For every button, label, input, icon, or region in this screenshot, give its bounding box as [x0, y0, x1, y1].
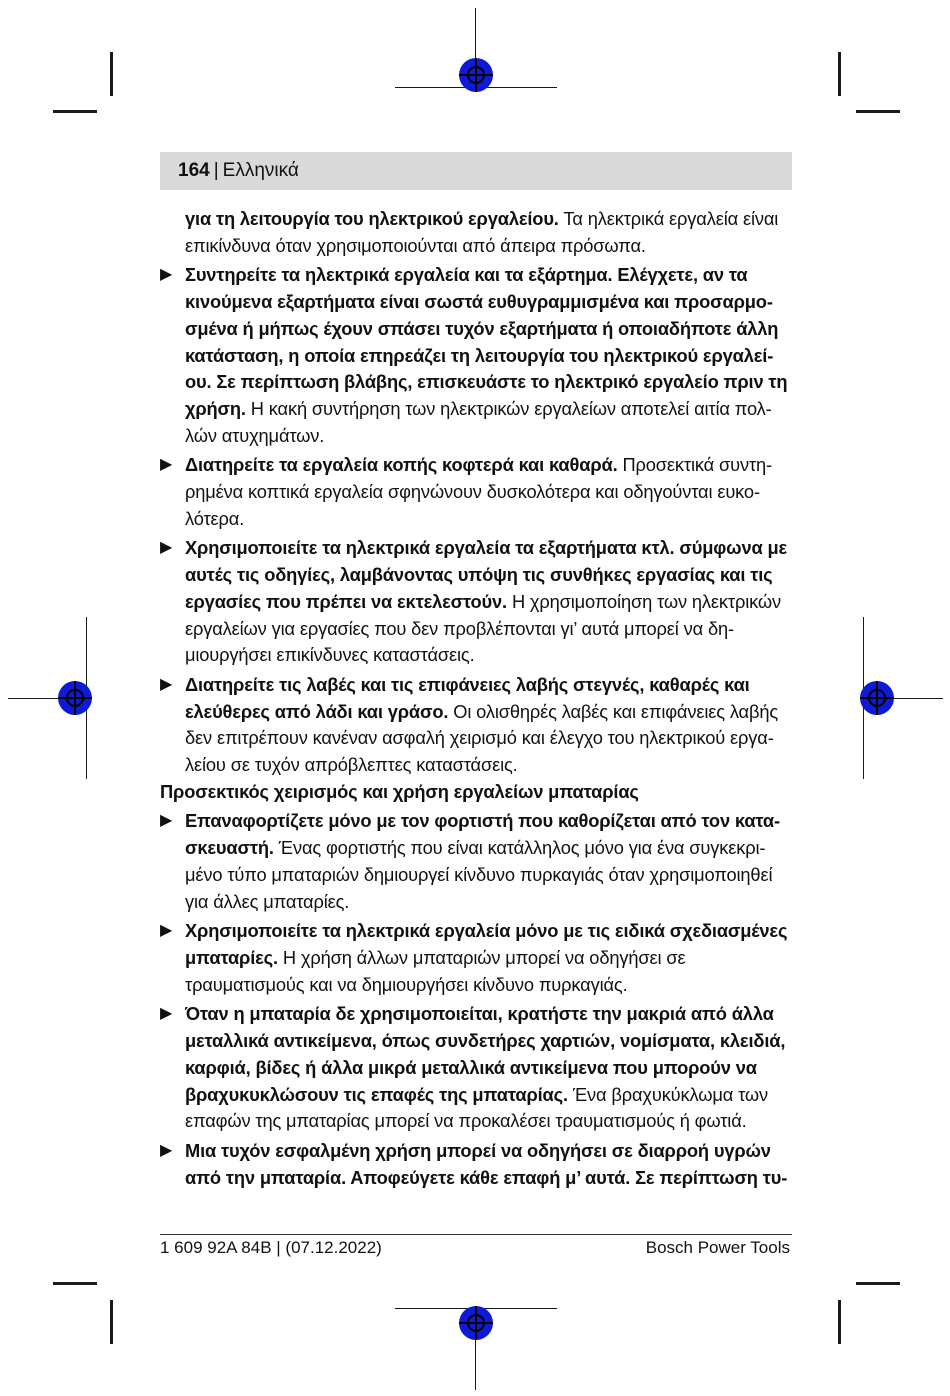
crop-mark — [838, 52, 841, 96]
crop-mark — [110, 52, 113, 96]
crop-mark — [838, 1300, 841, 1344]
item-bold: Χρησιμοποιείτε τα ηλεκτρικά εργαλεία τα εξαρτήματα κτλ. σύμφωνα με αυτές τις οδηγίες, λαμβάνοντας υπόψη τις συνθήκες εργασίας και τις εργασίες που πρέπει να εκτελεστούν. — [185, 537, 788, 612]
bullet-arrow-icon: ▶ — [160, 266, 173, 284]
bullet-arrow-icon: ▶ — [160, 922, 173, 940]
item-text: Προσεκτικά συντηρημένα κοπτικά εργαλεία σφηνώνουν δυσκολότερα και οδηγούνται ευκολότερα. — [185, 454, 773, 529]
document-id: 1 609 92A 84B | (07.12.2022) — [160, 1238, 382, 1257]
crop-mark — [856, 110, 900, 113]
item-text: Ένα βραχυκύκλωμα των επαφών της μπαταρίας μπορεί να προκαλέσει τραυματισμούς ή φωτιά. — [185, 1083, 769, 1132]
item-text: Ένας φορτιστής που είναι κατάλληλος μόνο για ένα συγκεκριμένο τύπο μπαταριών δημιουργεί κίνδυνο πυρκαγιάς όταν χρησιμοποιηθεί για άλλες μπαταρίες. — [185, 837, 773, 912]
item-bold: Συντηρείτε τα ηλεκτρικά εργαλεία και τα εξάρτημα. Ελέγχετε, αν τα κινούμενα εξαρτήματα είναι σωστά ευθυγραμμισμένα και προσαρμοσμένα ή μήπως έχουν σπάσει τυχόν εξαρτήματα ή οποιαδήποτε άλλη κατάσταση, η οποία επηρεάζει τη λειτουργία του ηλεκτρικού εργαλείου. Σε περίπτωση βλάβης, επισκευάστε το ηλεκτρικό εργαλείο πριν τη χρήση. — [185, 264, 788, 419]
item-bold: Διατηρείτε τις λαβές και τις επιφάνειες λαβής στεγνές, καθαρές και ελεύθερες από λάδι και γράσο. — [185, 673, 750, 722]
registration-target-icon — [459, 58, 493, 92]
list-item — [160, 262, 792, 449]
page-content — [160, 206, 792, 1191]
list-item — [160, 535, 792, 669]
bullet-arrow-icon: ▶ — [160, 1141, 173, 1159]
item-bold: Επαναφορτίζετε μόνο με τον φορτιστή που καθορίζεται από τον κατασκευαστή. — [185, 810, 781, 859]
intro-bold: για τη λειτουργία του ηλεκτρικού εργαλείου. — [185, 208, 559, 229]
item-text: Η χρησιμοποίηση των ηλεκτρικών εργαλείων για εργασίες που δεν προβλέπονται γι’ αυτά μπορεί να δημιουργήσει επικίνδυνες καταστάσεις. — [185, 590, 782, 666]
bullet-arrow-icon: ▶ — [160, 675, 173, 693]
list-item — [160, 672, 792, 779]
list-item — [160, 808, 792, 915]
crop-mark — [53, 110, 97, 113]
item-bold: Χρησιμοποιείτε τα ηλεκτρικά εργαλεία μόνο με τις ειδικά σχεδιασμένες μπαταρίες. — [185, 920, 788, 968]
bullet-arrow-icon: ▶ — [160, 456, 173, 474]
item-text: Η κακή συντήρηση των ηλεκτρικών εργαλείων αποτελεί αιτία πολλών ατυχημάτων. — [185, 397, 772, 446]
list-item — [160, 1001, 792, 1135]
page-number: 164 — [178, 160, 210, 181]
section-heading: Προσεκτικός χειρισμός και χρήση εργαλείων μπαταρίας — [160, 780, 639, 802]
registration-target-icon — [860, 681, 894, 715]
brand-name: Bosch Power Tools — [645, 1238, 790, 1257]
list-item — [160, 918, 792, 998]
item-text: Οι ολισθηρές λαβές και επιφάνειες λαβής δεν επιτρέπουν κανέναν ασφαλή χειρισμό και έλεγχο του ηλεκτρικού εργαλείου σε τυχόν απρόβλεπτες καταστάσεις. — [185, 700, 779, 776]
item-bold: Μια τυχόν εσφαλμένη χρήση μπορεί να οδηγήσει σε διαρροή υγρών από την μπαταρία. Αποφεύγετε κάθε επαφή μ’ αυτά. Σε περίπτωση τυ- — [185, 1139, 788, 1188]
header-separator: | — [213, 160, 219, 181]
list-item — [160, 1138, 792, 1191]
crop-mark — [856, 1282, 900, 1285]
bullet-arrow-icon: ▶ — [160, 539, 173, 557]
item-text: Η χρήση άλλων μπαταριών μπορεί να οδηγήσει σε τραυματισμούς και να δημιουργήσει κίνδυνο πυρκαγιάς. — [185, 946, 686, 995]
page-footer — [160, 1236, 792, 1260]
page-header — [160, 152, 792, 190]
intro-paragraph — [160, 206, 792, 259]
item-bold: Διατηρείτε τα εργαλεία κοπής κοφτερά και καθαρά. — [185, 454, 618, 476]
language-label: Ελληνικά — [222, 160, 299, 181]
bullet-arrow-icon: ▶ — [160, 1005, 173, 1023]
registration-target-icon — [459, 1306, 493, 1340]
intro-text: Τα ηλεκτρικά εργαλεία είναι επικίνδυνα όταν χρησιμοποιούνται από άπειρα πρόσωπα. — [185, 208, 779, 256]
crop-mark — [110, 1300, 113, 1344]
registration-target-icon — [58, 681, 92, 715]
footer-rule — [160, 1234, 792, 1235]
crop-mark — [53, 1282, 97, 1285]
list-item — [160, 452, 792, 532]
item-bold: Όταν η μπαταρία δε χρησιμοποιείται, κρατήστε την μακριά από άλλα μεταλλικά αντικείμενα, όπως συνδετήρες χαρτιών, νομίσματα, κλειδιά, καρφιά, βίδες ή άλλα μικρά μεταλλικά αντικείμενα που μπορούν να βραχυκυκλώσουν τις επαφές της μπαταρίας. — [185, 1003, 786, 1105]
bullet-arrow-icon: ▶ — [160, 812, 173, 830]
